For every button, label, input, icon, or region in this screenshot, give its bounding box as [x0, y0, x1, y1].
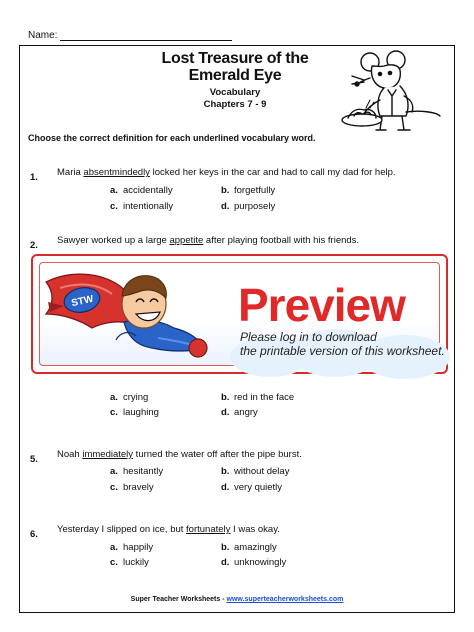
vocabulary-word: appetite — [169, 235, 204, 246]
option-letter: b. — [221, 392, 230, 403]
option-text: hesitantly — [123, 466, 164, 477]
option-text: crying — [123, 392, 149, 403]
preview-heading: Preview — [238, 279, 405, 331]
option-c[interactable] — [110, 201, 173, 212]
option-letter: c. — [110, 557, 118, 568]
question-2 — [30, 235, 38, 253]
option-text: angry — [234, 407, 258, 418]
option-c[interactable] — [110, 482, 154, 493]
option-text: purposely — [234, 201, 276, 212]
option-letter: b. — [221, 542, 230, 553]
option-b[interactable] — [221, 542, 277, 553]
option-d[interactable] — [221, 557, 286, 568]
option-letter: b. — [221, 185, 230, 196]
option-letter: c. — [110, 482, 118, 493]
option-text: amazingly — [234, 542, 277, 553]
preview-line-2: the printable version of this worksheet. — [240, 344, 445, 358]
question-text-before: Maria — [57, 167, 84, 178]
mouse-waiter-illustration — [340, 50, 444, 138]
option-text: happily — [123, 542, 154, 553]
vocabulary-word: fortunately — [186, 524, 231, 535]
question-number: 5. — [30, 454, 38, 465]
superhero-illustration — [40, 262, 210, 368]
option-letter: b. — [221, 466, 230, 477]
worksheet-title-line1: Lost Treasure of the — [161, 50, 309, 67]
option-d[interactable] — [221, 482, 282, 493]
option-text: very quietly — [234, 482, 283, 493]
question-text-after: turned the water off after the pipe burst. — [133, 449, 302, 460]
worksheet-title-line2: Emerald Eye — [188, 67, 282, 84]
option-letter: d. — [221, 482, 230, 493]
option-letter: d. — [221, 407, 230, 418]
option-b[interactable] — [221, 185, 275, 196]
option-c[interactable] — [110, 557, 149, 568]
option-letter: c. — [110, 201, 118, 212]
question-5 — [30, 449, 38, 467]
option-text: laughing — [123, 407, 159, 418]
vocabulary-word: absentmindedly — [83, 167, 150, 178]
vocabulary-word: immediately — [82, 449, 134, 460]
question-text-before: Yesterday I slipped on ice, but — [57, 524, 187, 535]
name-field-line — [60, 31, 232, 41]
option-a[interactable] — [110, 185, 173, 196]
footer — [0, 596, 474, 603]
question-6-text — [57, 524, 280, 535]
option-text: accidentally — [123, 185, 173, 196]
question-6 — [30, 524, 38, 542]
option-d[interactable] — [221, 407, 258, 418]
option-letter: c. — [110, 407, 118, 418]
preview-line-1: Please log in to download — [240, 330, 377, 344]
option-d[interactable] — [221, 201, 275, 212]
option-a[interactable] — [110, 466, 163, 477]
option-a[interactable] — [110, 542, 153, 553]
option-letter: a. — [110, 392, 118, 403]
option-b[interactable] — [221, 392, 294, 403]
option-letter: a. — [110, 466, 118, 477]
question-number: 6. — [30, 529, 38, 540]
name-label: Name: — [28, 30, 58, 41]
question-5-text — [57, 449, 302, 460]
question-1 — [30, 167, 38, 185]
question-number: 1. — [30, 172, 38, 183]
option-text: luckily — [123, 557, 149, 568]
option-b[interactable] — [221, 466, 289, 477]
footer-text: Super Teacher Worksheets - — [130, 596, 227, 603]
question-1-text — [57, 167, 396, 178]
option-text: without delay — [234, 466, 290, 477]
name-row — [28, 30, 232, 41]
option-text: red in the face — [234, 392, 295, 403]
option-letter: a. — [110, 542, 118, 553]
option-a[interactable] — [110, 392, 148, 403]
option-text: unknowingly — [234, 557, 287, 568]
option-text: bravely — [123, 482, 154, 493]
option-letter: d. — [221, 201, 230, 212]
question-2-text — [57, 235, 359, 246]
option-letter: a. — [110, 185, 118, 196]
worksheet-chapters: Chapters 7 - 9 — [203, 99, 267, 110]
option-text: forgetfully — [234, 185, 276, 196]
cape-badge-text: STW — [70, 293, 95, 310]
option-c[interactable] — [110, 407, 159, 418]
question-number: 2. — [30, 240, 38, 251]
option-letter: d. — [221, 557, 230, 568]
question-text-after: after playing football with his friends. — [203, 235, 360, 246]
option-text: intentionally — [123, 201, 174, 212]
instructions: Choose the correct definition for each underlined vocabulary word. — [28, 133, 316, 143]
question-text-after: locked her keys in the car and had to call my dad for help. — [149, 167, 396, 178]
question-text-before: Sawyer worked up a large — [57, 235, 170, 246]
footer-link[interactable]: www.superteacherworksheets.com — [226, 596, 344, 603]
worksheet-subtitle: Vocabulary — [209, 87, 261, 98]
preview-login-text[interactable] — [240, 330, 445, 358]
question-text-before: Noah — [57, 449, 83, 460]
question-text-after: I was okay. — [230, 524, 280, 535]
